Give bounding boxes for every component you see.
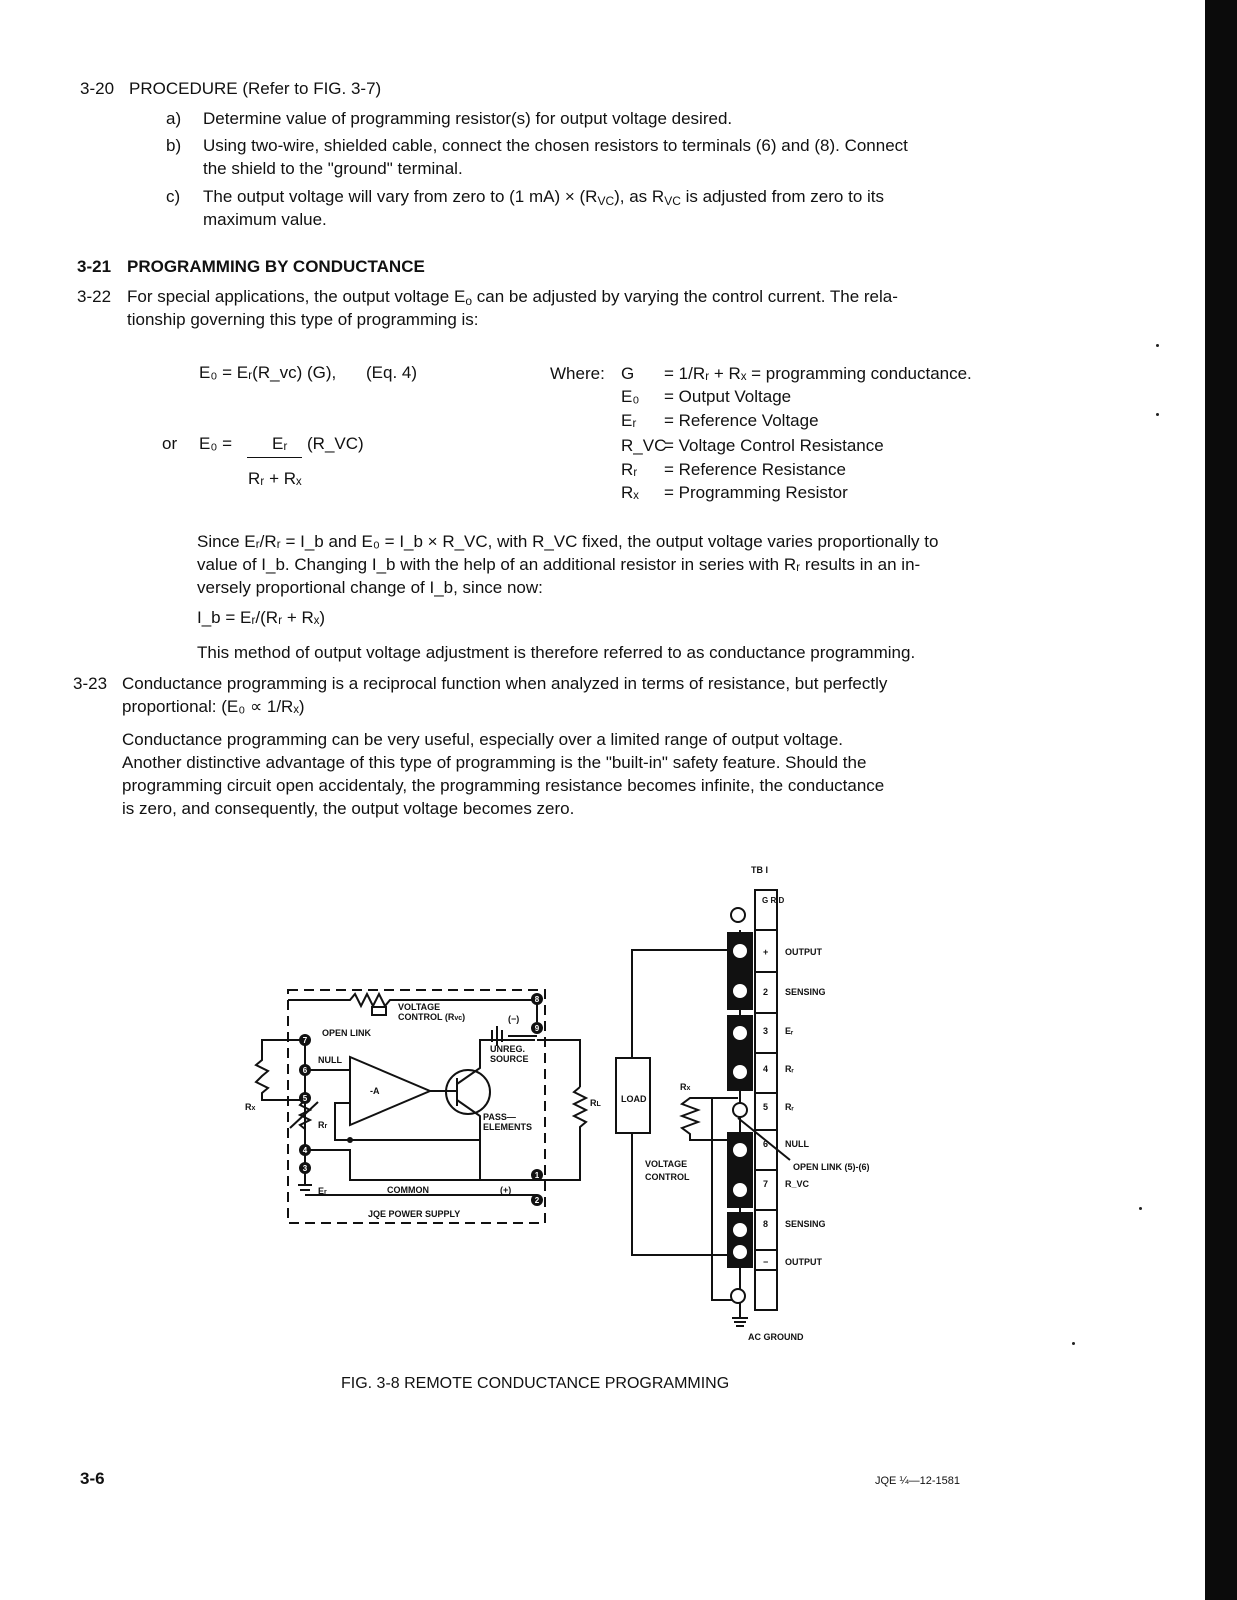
section-3-20-number: 3-20 [80, 79, 115, 98]
equation-2-factor: (R_VC) [307, 434, 364, 453]
def-text: = Reference Voltage [664, 411, 819, 430]
section-3-22-line2: tionship governing this type of programming is: [127, 310, 479, 329]
pass-label: PASS— [483, 1112, 516, 1122]
since-line3: versely proportional change of I_b, since now: [197, 578, 543, 597]
rr-label-left: Rr [318, 1120, 328, 1130]
item-c-label: c) [166, 187, 181, 206]
section-3-23-number: 3-23 [73, 674, 108, 693]
def-text: = Programming Resistor [664, 483, 848, 502]
rl-label: RL [590, 1098, 601, 1108]
def-symbol: Eᵣ [621, 411, 637, 430]
terminal-label: R_VC [785, 1179, 810, 1189]
terminal-label: SENSING [785, 1219, 826, 1229]
load-label: LOAD [621, 1094, 647, 1104]
item-b-label: b) [166, 136, 182, 155]
item-a-label: a) [166, 109, 182, 128]
common-label: COMMON [387, 1185, 429, 1195]
section-3-22-line1: For special applications, the output voltage $E_o$ can be adjusted by varying the control current. The rela- [127, 287, 898, 308]
equation-2-denominator: Rᵣ + Rₓ [248, 469, 302, 488]
tb-label: TB I [751, 865, 768, 875]
psu-label: JQE POWER SUPPLY [368, 1209, 461, 1219]
terminal-num: 1 [534, 1171, 540, 1180]
voltage-control-label: VOLTAGE [398, 1002, 441, 1012]
equation-2-numerator: Eᵣ [272, 434, 288, 453]
terminal-mark: 4 [763, 1064, 769, 1074]
section-3-21-title: PROGRAMMING BY CONDUCTANCE [127, 257, 425, 276]
voltage-control-right: VOLTAGE [645, 1159, 688, 1169]
def-symbol: Rᵣ [621, 460, 638, 479]
item-b-line1: Using two-wire, shielded cable, connect the chosen resistors to terminals (6) and (8). Connect [203, 136, 908, 155]
document-code: JQE ¼—12-1581 [875, 1475, 960, 1487]
item-a-text: Determine value of programming resistor(s) for output voltage desired. [203, 109, 733, 128]
open-link-right: OPEN LINK (5)-(6) [793, 1162, 870, 1172]
open-link-label: OPEN LINK [322, 1028, 372, 1038]
terminal-label: Rᵣ [785, 1064, 794, 1074]
rx-label-right: Rx [680, 1082, 691, 1092]
equation-4: E₀ = Eᵣ(R_vc) (G), [199, 363, 337, 382]
terminal-num: 5 [302, 1094, 308, 1103]
terminal-mark: 7 [763, 1179, 769, 1189]
para-line: Conductance programming can be very useful, especially over a limited range of output voltage. [122, 730, 844, 749]
section-3-23-line1: Conductance programming is a reciprocal function when analyzed in terms of resistance, but perfectly [122, 674, 888, 693]
terminal-num: 7 [302, 1036, 308, 1045]
scan-speck [1072, 1342, 1075, 1345]
terminal-mark: 2 [763, 987, 769, 997]
er-label-left: Er [318, 1186, 327, 1196]
page-number: 3-6 [80, 1469, 105, 1488]
scan-speck [1156, 344, 1159, 347]
item-b-line2: the shield to the "ground" terminal. [203, 159, 463, 178]
since-line1: Since Eᵣ/Rᵣ = I_b and E₀ = I_b × R_VC, with R_VC fixed, the output voltage varies proportionally to [197, 532, 939, 551]
terminal-num: 3 [302, 1164, 308, 1173]
voltage-control-label-2: CONTROL (Rvc) [398, 1012, 466, 1022]
equation-2-left: E₀ = [199, 434, 233, 453]
terminal-num: 4 [302, 1146, 308, 1155]
para-line: Another distinctive advantage of this type of programming is the "built-in" safety feature. Should the [122, 753, 867, 772]
or-label: or [162, 434, 178, 453]
def-text: = Voltage Control Resistance [664, 436, 884, 455]
terminal-label: OUTPUT [785, 947, 822, 957]
source-label: SOURCE [490, 1054, 529, 1064]
scan-speck [1139, 1207, 1142, 1210]
section-3-23-line2: proportional: (E₀ ∝ 1/Rₓ) [122, 697, 305, 716]
terminal-label: NULL [785, 1139, 809, 1149]
para-line: programming circuit open accidentaly, the programming resistance becomes infinite, the conductance [122, 776, 885, 795]
voltage-control-right-2: CONTROL [645, 1172, 690, 1182]
equation-tag: (Eq. 4) [366, 363, 418, 382]
terminal-label: Eᵣ [785, 1026, 794, 1036]
terminal-num: 6 [302, 1066, 308, 1075]
terminal-mark: 6 [763, 1139, 769, 1149]
item-c-line1: The output voltage will vary from zero to (1 $mA) \times (R_{VC})$, as $R_{VC}$ is adjusted from zero to its [203, 187, 884, 208]
method-line: This method of output voltage adjustment is therefore referred to as conductance programming. [197, 643, 916, 662]
rx-label-left: Rx [245, 1102, 256, 1112]
terminal-mark: 8 [763, 1219, 769, 1229]
def-text: = 1/Rᵣ + Rₓ = programming conductance. [664, 364, 972, 383]
terminal-mark: 5 [763, 1102, 769, 1112]
where-label: Where: [550, 364, 605, 383]
minus-label: (−) [508, 1014, 520, 1024]
ac-ground-label: AC GROUND [748, 1332, 804, 1342]
para-line: is zero, and consequently, the output voltage becomes zero. [122, 799, 575, 818]
terminal-label: SENSING [785, 987, 826, 997]
unreg-label: UNREG. [490, 1044, 526, 1054]
section-3-21-number: 3-21 [77, 257, 112, 276]
grd-top: G R D [762, 896, 785, 905]
def-text: = Reference Resistance [664, 460, 846, 479]
ib-equation: I_b = Eᵣ/(Rᵣ + Rₓ) [197, 608, 326, 627]
section-3-22-number: 3-22 [77, 287, 112, 306]
terminal-num: 9 [534, 1024, 540, 1033]
figure-caption: FIG. 3-8 REMOTE CONDUCTANCE PROGRAMMING [341, 1375, 730, 1392]
since-line2: value of I_b. Changing I_b with the help of an additional resistor in series with Rᵣ results in an in- [197, 555, 921, 574]
terminal-label: OUTPUT [785, 1257, 822, 1267]
def-symbol: Rₓ [621, 483, 639, 502]
elements-label: ELEMENTS [483, 1122, 533, 1132]
def-symbol: G [621, 364, 635, 383]
terminal-label: Rᵣ [785, 1102, 794, 1112]
def-symbol: R_VC [621, 436, 667, 455]
def-text: = Output Voltage [664, 387, 792, 406]
scan-speck [1156, 413, 1159, 416]
terminal-mark: + [763, 947, 769, 957]
terminal-mark: − [763, 1257, 769, 1267]
def-symbol: E₀ [621, 387, 640, 406]
item-c-line2: maximum value. [203, 210, 327, 229]
terminal-num: 8 [534, 995, 540, 1004]
terminal-mark: 3 [763, 1026, 769, 1036]
plus-label: (+) [500, 1185, 512, 1195]
amp-label: -A [370, 1086, 380, 1096]
section-3-20-title: PROCEDURE (Refer to FIG. 3-7) [129, 79, 382, 98]
null-label: NULL [318, 1055, 342, 1065]
terminal-num: 2 [534, 1196, 540, 1205]
